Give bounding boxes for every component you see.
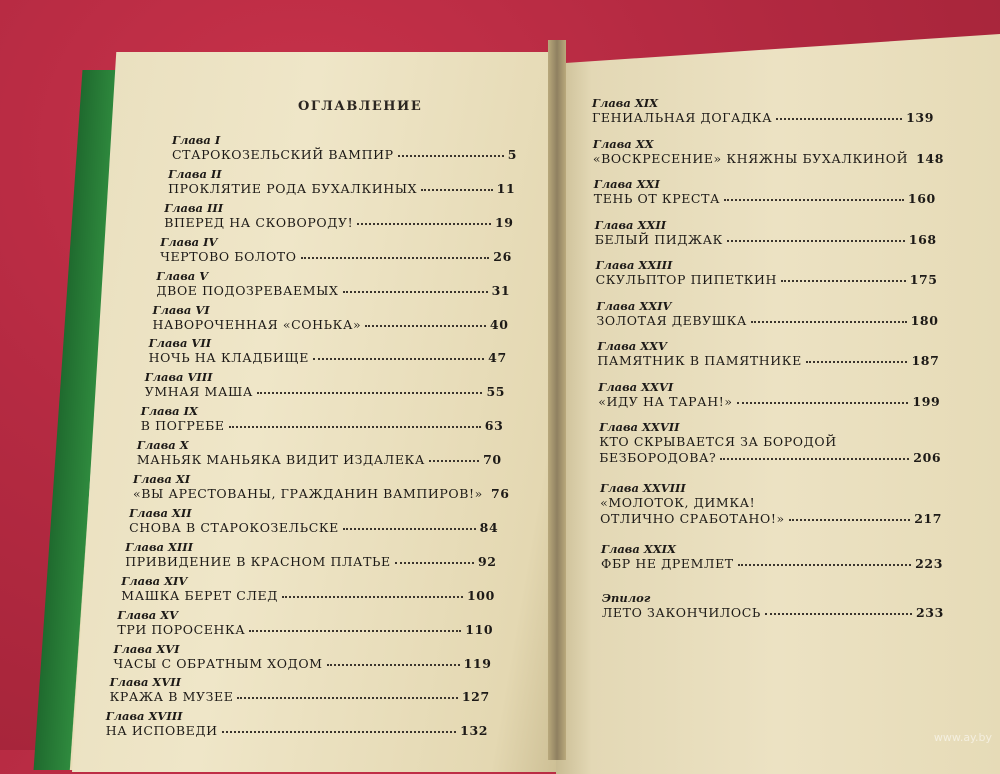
toc-entry <box>129 506 498 536</box>
chapter-title-line <box>168 181 515 197</box>
toc-entry <box>599 420 941 466</box>
page-number: 5 <box>507 147 517 162</box>
page-number: 31 <box>491 282 511 298</box>
chapter-title-line <box>599 450 941 466</box>
chapter-title: КТО СКРЫВАЕТСЯ ЗА БОРОДОЙ <box>599 434 837 449</box>
dot-leader <box>765 613 912 615</box>
chapter-title-line <box>145 384 505 400</box>
chapter-label: Глава I <box>172 133 221 147</box>
chapter-title-line <box>125 554 496 570</box>
page-number: 223 <box>915 556 943 571</box>
chapter-label: Глава XV <box>117 607 179 622</box>
toc-entry <box>592 96 934 126</box>
chapter-title-line <box>164 215 513 231</box>
page-number: 40 <box>489 316 509 332</box>
toc-entry <box>125 540 496 570</box>
dot-leader <box>724 199 904 201</box>
chapter-title-line <box>602 605 944 621</box>
page-number: 127 <box>461 689 490 705</box>
toc-entry <box>602 591 944 621</box>
page-number: 132 <box>460 723 489 739</box>
chapter-title-line <box>129 520 498 536</box>
chapter-label: Глава VIII <box>144 370 213 385</box>
chapter-label: Глава XI <box>133 472 191 486</box>
page-number: 217 <box>914 511 943 526</box>
chapter-title: БЕЛЫЙ ПИДЖАК <box>594 231 723 247</box>
chapter-label: Глава XXVI <box>598 379 674 394</box>
chapter-title-line <box>594 191 936 207</box>
page-number: 139 <box>906 110 934 125</box>
toc-entry <box>133 472 510 502</box>
page-number: 26 <box>493 248 512 264</box>
chapter-label: Глава XX <box>592 136 654 151</box>
toc-entry <box>114 642 492 672</box>
chapter-label: Глава XXII <box>594 217 667 232</box>
chapter-label: Глава XXVIII <box>600 481 686 495</box>
toc-entry <box>117 608 493 638</box>
chapter-title: НАВОРОЧЕННАЯ «СОНЬКА» <box>152 316 362 332</box>
chapter-title: ЧАСЫ С ОБРАТНЫМ ХОДОМ <box>113 655 323 671</box>
page-number: 110 <box>465 621 494 637</box>
dot-leader <box>781 280 906 282</box>
page-number: 84 <box>479 519 499 535</box>
page-number: 70 <box>483 452 502 468</box>
chapter-title-line <box>601 556 943 572</box>
chapter-title-line <box>172 147 517 163</box>
dot-leader <box>222 731 457 733</box>
chapter-label: Глава VII <box>148 336 212 351</box>
chapter-title: ЧЕРТОВО БОЛОТО <box>160 248 297 264</box>
dot-leader <box>357 223 491 225</box>
dot-leader <box>789 519 910 521</box>
dot-leader <box>398 155 504 157</box>
chapter-title: НОЧЬ НА КЛАДБИЩЕ <box>148 350 309 366</box>
chapter-title-line <box>600 495 942 511</box>
toc-entry <box>160 235 512 265</box>
toc-entry <box>601 542 943 572</box>
chapter-title-line <box>600 511 942 527</box>
page-number: 187 <box>911 353 940 368</box>
page-number: 206 <box>913 450 942 465</box>
chapter-label: Глава XVIII <box>105 709 183 724</box>
toc-entry <box>594 177 936 207</box>
chapter-title-line <box>141 418 504 434</box>
toc-entry <box>149 336 507 366</box>
page-number: 11 <box>496 180 516 196</box>
page-number: 180 <box>910 312 939 328</box>
dot-leader <box>421 189 493 191</box>
chapter-title-line <box>137 452 502 468</box>
dot-leader <box>249 630 461 632</box>
toc-entry <box>164 201 513 231</box>
page-number: 55 <box>486 384 506 400</box>
toc-entry <box>153 303 509 333</box>
chapter-label: Глава XIV <box>121 573 188 588</box>
dot-leader <box>257 392 483 394</box>
chapter-title: МАНЬЯК МАНЬЯКА ВИДИТ ИЗДАЛЕКА <box>136 452 425 468</box>
toc-entry <box>168 167 515 197</box>
dot-leader <box>727 240 905 242</box>
dot-leader <box>395 562 474 564</box>
chapter-label: Глава X <box>136 438 189 453</box>
chapter-label: Глава III <box>164 200 224 215</box>
chapter-title: ЗОЛОТАЯ ДЕВУШКА <box>596 312 747 328</box>
book-gutter <box>548 40 566 760</box>
chapter-label: Глава XXIX <box>601 542 676 556</box>
chapter-title-line <box>117 622 493 638</box>
chapter-title: МАШКА БЕРЕТ СЛЕД <box>121 587 278 603</box>
dot-leader <box>737 402 909 404</box>
chapter-title-line <box>597 353 939 369</box>
chapter-title: ТЕНЬ ОТ КРЕСТА <box>593 191 721 206</box>
chapter-title: ДВОЕ ПОДОЗРЕВАЕМЫХ <box>156 282 339 298</box>
page-number: 76 <box>490 486 510 501</box>
page-number: 148 <box>916 150 945 166</box>
chapter-title-line <box>160 249 512 265</box>
dot-leader <box>365 325 486 327</box>
chapter-title-cont: БЕЗБОРОДОВА? <box>599 450 717 465</box>
chapter-title: В ПОГРЕБЕ <box>140 418 225 434</box>
toc-entry <box>110 675 490 705</box>
chapter-title: ТРИ ПОРОСЕНКА <box>117 621 246 637</box>
dot-leader <box>343 528 476 530</box>
chapter-title-line <box>597 313 939 329</box>
chapter-title-line <box>106 723 488 739</box>
chapter-title-line <box>133 486 510 502</box>
page-number: 19 <box>494 214 514 230</box>
chapter-title: «ВЫ АРЕСТОВАНЫ, ГРАЖДАНИН ВАМПИРОВ!» <box>133 486 483 501</box>
toc-entry <box>156 269 510 299</box>
page-number: 63 <box>484 418 504 434</box>
chapter-title: «МОЛОТОК, ДИМКА! <box>600 495 756 510</box>
dot-leader <box>720 458 909 460</box>
toc-entry <box>106 709 488 739</box>
chapter-label: Глава XXIII <box>595 258 673 272</box>
chapter-label: Глава XVI <box>113 641 180 656</box>
dot-leader <box>301 257 490 259</box>
chapter-title-line <box>596 272 938 288</box>
chapter-label: Глава XXV <box>597 339 667 353</box>
contents-heading: ОГЛАВЛЕНИЕ <box>298 99 423 114</box>
toc-entry <box>597 339 939 369</box>
chapter-title: СТАРОКОЗЕЛЬСКИЙ ВАМПИР <box>172 147 394 162</box>
chapter-title-line <box>149 350 507 366</box>
chapter-title: ВПЕРЕД НА СКОВОРОДУ! <box>164 214 354 230</box>
page-number: 175 <box>909 272 938 287</box>
chapter-label: Глава XIII <box>125 539 194 554</box>
chapter-title: ПРОКЛЯТИЕ РОДА БУХАЛКИНЫХ <box>168 180 418 196</box>
chapter-title: КРАЖА В МУЗЕЕ <box>109 689 234 705</box>
toc-entry <box>137 438 502 468</box>
chapter-title-line <box>110 689 490 705</box>
dot-leader <box>237 697 457 699</box>
chapter-title: «ВОСКРЕСЕНИЕ» КНЯЖНЫ БУХАЛКИНОЙ <box>592 150 909 166</box>
toc-entry <box>598 380 940 410</box>
chapter-title-line <box>598 394 940 410</box>
chapter-title-line <box>153 317 509 333</box>
toc-entry <box>597 299 939 329</box>
dot-leader <box>806 361 908 363</box>
chapter-label: Глава II <box>168 166 222 181</box>
chapter-title-line <box>156 283 510 299</box>
chapter-label: Глава V <box>156 268 209 283</box>
toc-entry <box>595 218 937 248</box>
chapter-title-line <box>592 110 934 126</box>
page-number: 233 <box>915 604 944 620</box>
dot-leader <box>738 564 911 566</box>
dot-leader <box>229 426 481 428</box>
dot-leader <box>313 358 484 360</box>
chapter-label: Глава XXVII <box>599 420 680 434</box>
chapter-title: ПАМЯТНИК В ПАМЯТНИКЕ <box>597 353 802 368</box>
page-number: 92 <box>477 553 497 569</box>
chapter-label: Глава VI <box>152 302 210 317</box>
chapter-label: Глава XII <box>129 505 192 520</box>
toc-entry <box>172 133 517 163</box>
chapter-title: СНОВА В СТАРОКОЗЕЛЬСКЕ <box>129 519 339 535</box>
dot-leader <box>282 596 463 598</box>
chapter-title-line <box>599 434 941 450</box>
toc-entry <box>141 404 504 434</box>
toc-entry <box>592 136 945 167</box>
chapter-label: Глава IX <box>140 404 198 419</box>
chapter-title-line <box>114 656 492 672</box>
chapter-title: ГЕНИАЛЬНАЯ ДОГАДКА <box>592 110 773 125</box>
dot-leader <box>343 291 488 293</box>
page-number: 160 <box>907 191 936 206</box>
dot-leader <box>776 118 902 120</box>
chapter-title: ЛЕТО ЗАКОНЧИЛОСЬ <box>601 604 761 620</box>
watermark: www.ay.by <box>933 731 992 744</box>
page-number: 199 <box>912 393 941 409</box>
chapter-title: УМНАЯ МАША <box>144 384 253 400</box>
chapter-title: СКУЛЬПТОР ПИПЕТКИН <box>595 272 778 287</box>
chapter-label: Глава XVII <box>109 675 182 690</box>
dot-leader <box>751 321 907 323</box>
page-number: 100 <box>466 587 495 603</box>
toc-entry <box>600 481 942 527</box>
chapter-title-line <box>121 588 495 604</box>
chapter-title-line <box>592 150 945 167</box>
chapter-title: НА ИСПОВЕДИ <box>105 723 218 739</box>
chapter-label: Глава XIX <box>592 96 659 110</box>
chapter-title: «ИДУ НА ТАРАН!» <box>598 393 733 409</box>
chapter-title-line <box>595 232 937 248</box>
dot-leader <box>327 664 460 666</box>
toc-entry <box>121 574 495 604</box>
page-number: 47 <box>488 350 507 366</box>
chapter-title: ФБР НЕ ДРЕМЛЕТ <box>601 556 734 571</box>
chapter-title: ПРИВИДЕНИЕ В КРАСНОМ ПЛАТЬЕ <box>125 553 391 569</box>
toc-entry <box>145 370 505 400</box>
chapter-label: Глава XXIV <box>596 298 672 313</box>
chapter-title-cont: ОТЛИЧНО СРАБОТАНО!» <box>600 511 785 526</box>
page-number: 168 <box>908 231 937 247</box>
toc-entry <box>596 258 938 288</box>
dot-leader <box>429 460 479 462</box>
page-number: 119 <box>463 655 492 671</box>
chapter-label: Глава XXI <box>593 177 660 191</box>
chapter-label: Глава IV <box>160 234 218 249</box>
chapter-label: Эпилог <box>601 590 651 605</box>
